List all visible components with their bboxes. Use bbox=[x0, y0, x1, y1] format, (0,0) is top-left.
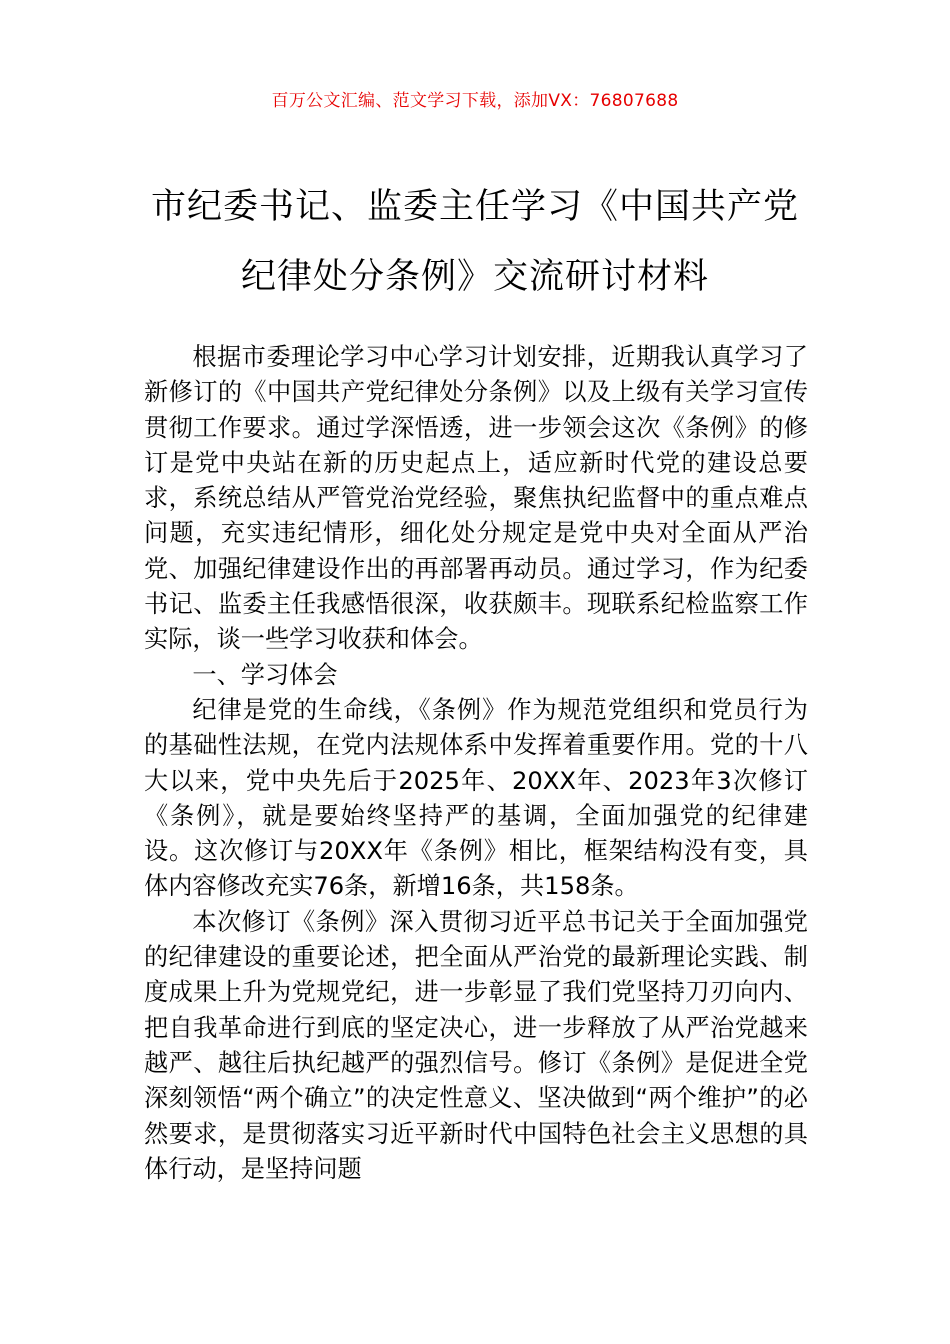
document-body bbox=[144, 340, 808, 1187]
title-line-2: 纪律处分条例》交流研讨材料 bbox=[240, 257, 709, 297]
paragraph-3: 本次修订《条例》深入贯彻习近平总书记关于全面加强党的纪律建设的重要论述，把全面从严治党的最新理论实践、制度成果上升为党规党纪，进一步彰显了我们党坚持刀刃向内、把自我革命进行到底的坚定决心，进一步释放了从严治党越来越严、越往后执纪越严的强烈信号。修订《条例》是促进全党深刻领悟“两个确立”的决定性意义、坚决做到“两个维护”的必然要求，是贯彻落实习近平新时代中国特色社会主义思想的具体行动，是坚持问题 bbox=[144, 907, 808, 1183]
paragraph-intro: 根据市委理论学习中心学习计划安排，近期我认真学习了新修订的《中国共产党纪律处分条例》以及上级有关学习宣传贯彻工作要求。通过学深悟透，进一步领会这次《条例》的修订是党中央站在新的历史起点上，适应新时代党的建设总要求，系统总结从严管党治党经验，聚焦执纪监督中的重点难点问题，充实违纪情形，细化处分规定是党中央对全面从严治党、加强纪律建设作出的再部署再动员。通过学习，作为纪委书记、监委主任我感悟很深，收获颇丰。现联系纪检监察工作实际，谈一些学习收获和体会。 bbox=[144, 343, 808, 654]
title-line-1: 市纪委书记、监委主任学习《中国共产党 bbox=[150, 187, 799, 227]
paragraph-2: 纪律是党的生命线，《条例》作为规范党组织和党员行为的基础性法规，在党内法规体系中发挥着重要作用。党的十八大以来，党中央先后于2025年、20XX年、2023年3次修订《条例》，就是要始终坚持严的基调，全面加强党的纪律建设。这次修订与20XX年《条例》相比，框架结构没有变，具体内容修改充实76条，新增16条，共158条。 bbox=[144, 695, 808, 901]
document-title bbox=[120, 172, 830, 312]
watermark-banner: 百万公文汇编、范文学习下载，添加VX：76807688 bbox=[271, 91, 679, 111]
section-heading-1: 一、学习体会 bbox=[192, 660, 338, 689]
